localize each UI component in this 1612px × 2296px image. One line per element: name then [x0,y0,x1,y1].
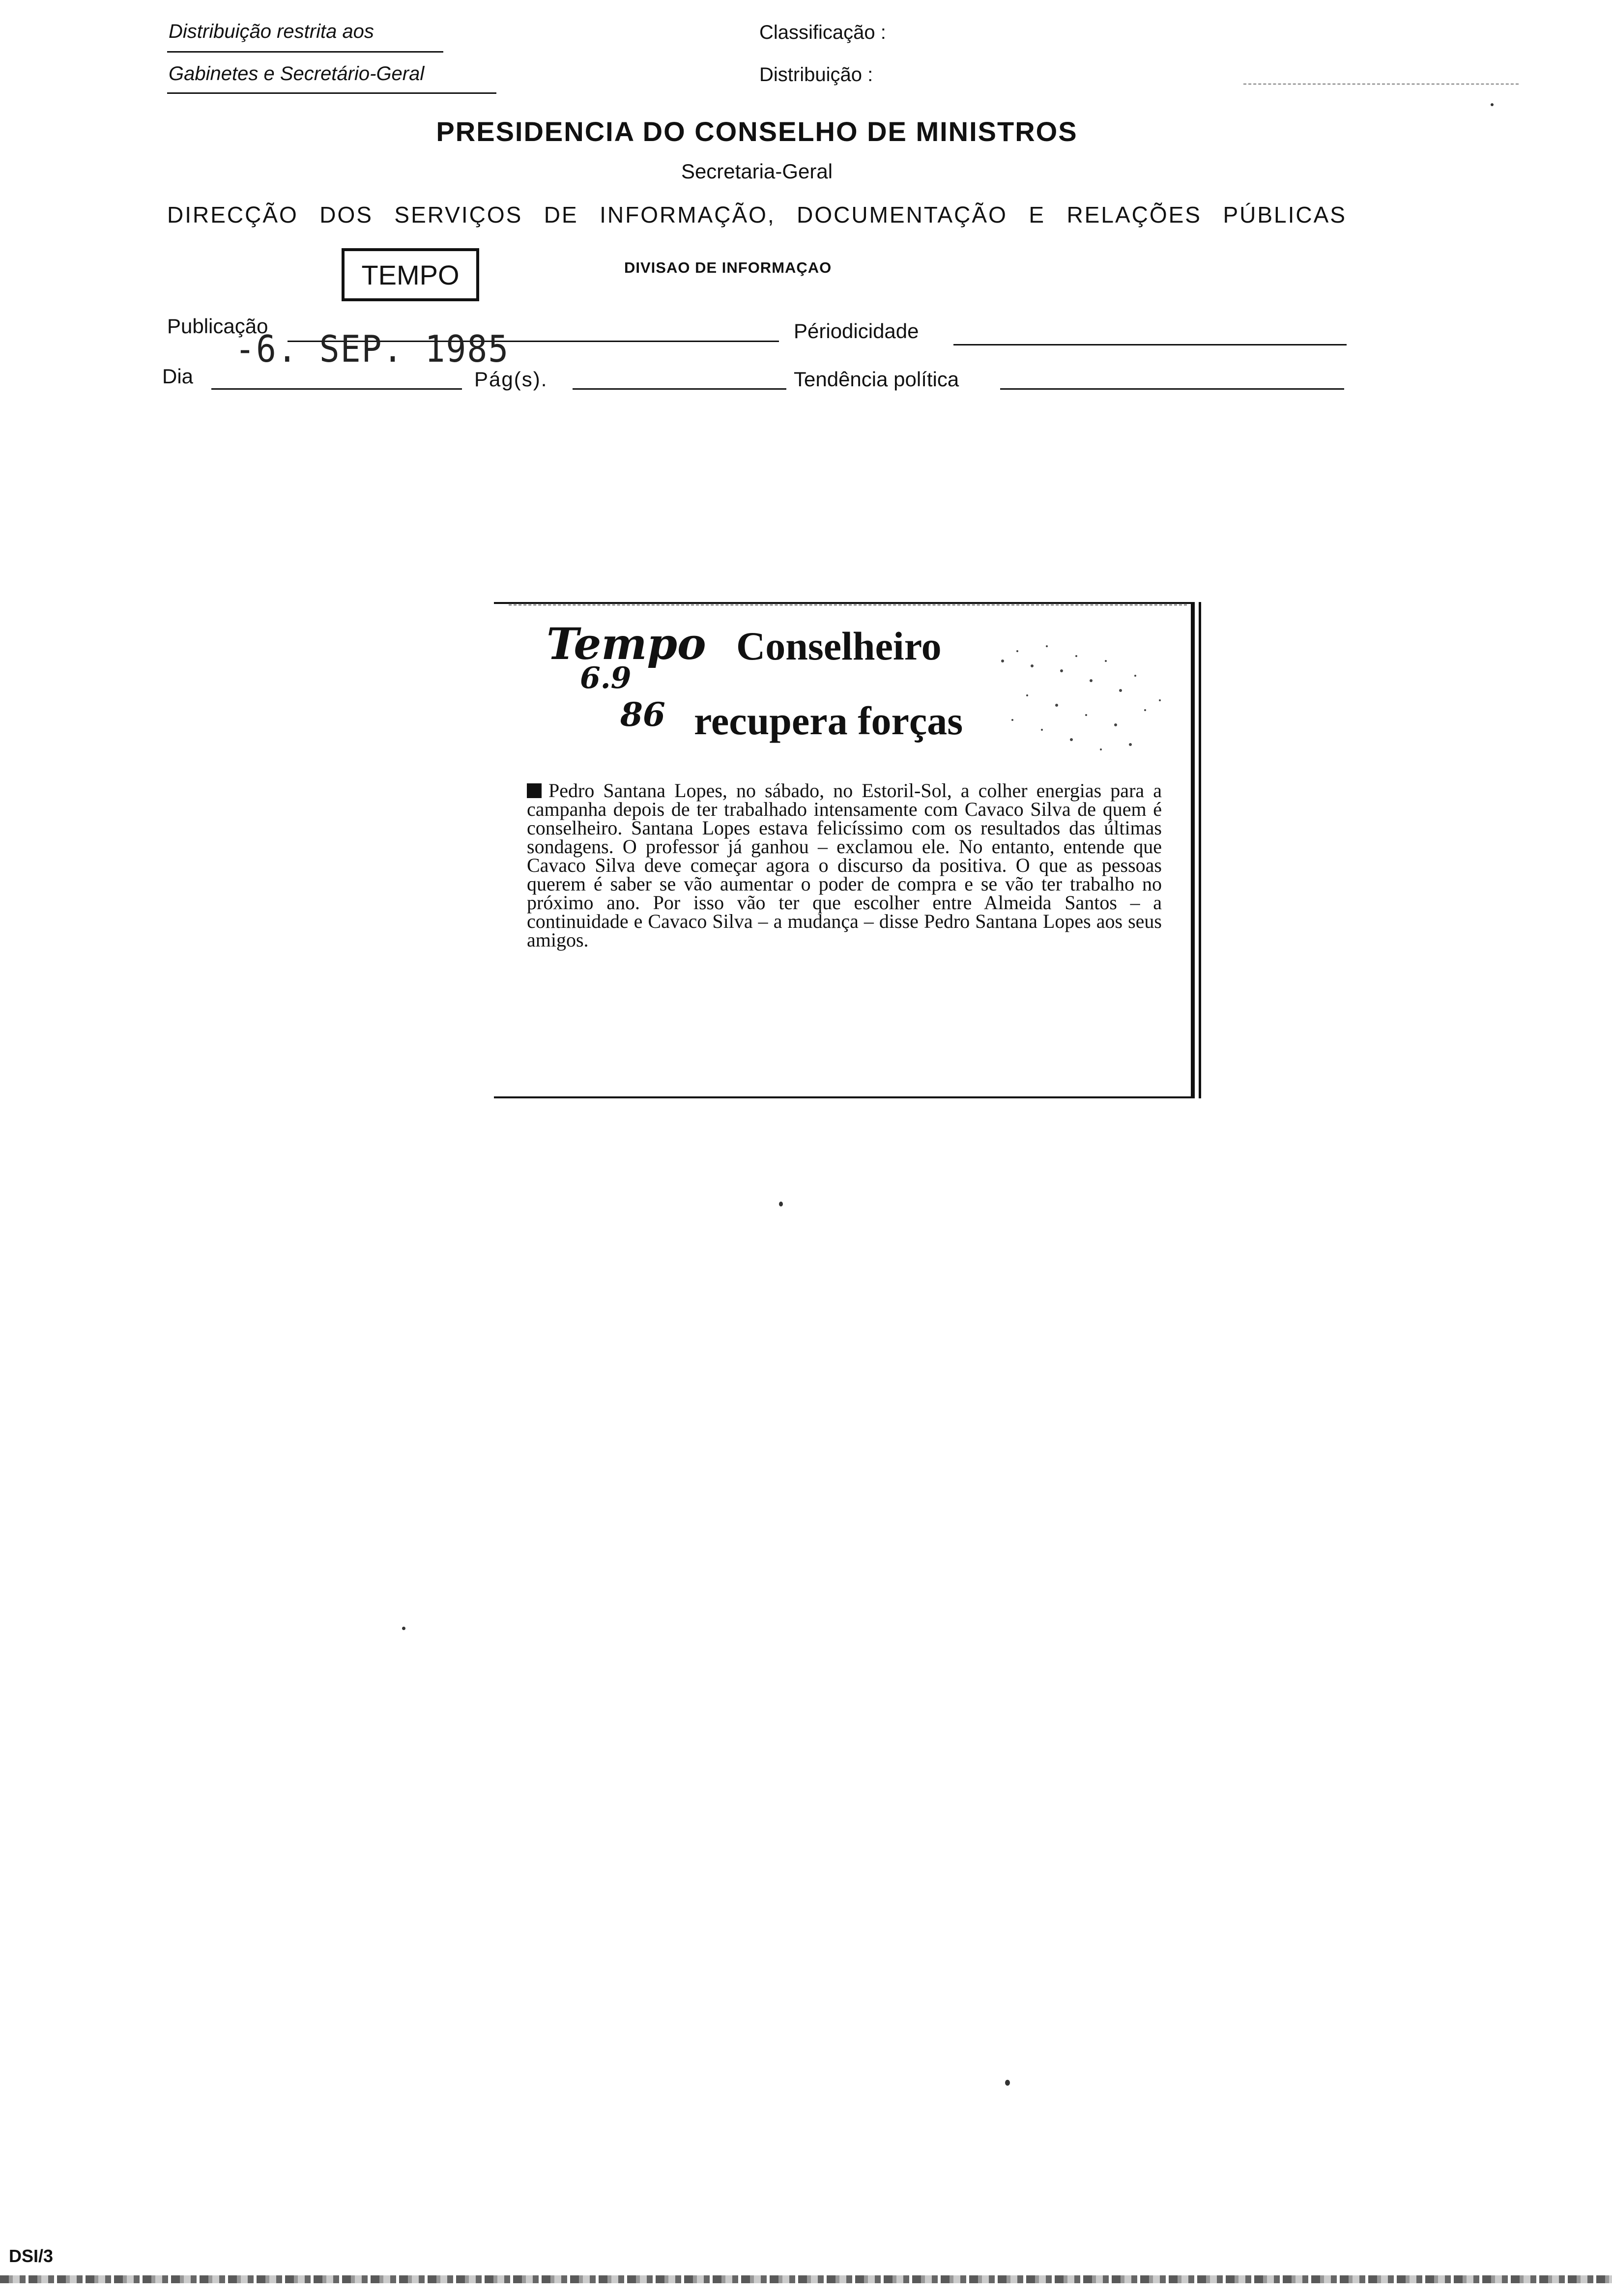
divisao-label: DIVISAO DE INFORMAÇAO [624,259,832,276]
distribuicao-label: Distribuição : [759,64,873,86]
dia-line [211,388,462,390]
publication-stamp-text: TEMPO [361,259,460,290]
distribuicao-line [1243,84,1519,85]
periodicidade-label: Périodicidade [794,319,919,343]
direccao-heading [167,201,1347,228]
article-headline-line-1: Conselheiro [736,624,942,668]
tendencia-line [1000,388,1344,390]
scan-edge-noise [0,2275,1612,2283]
direccao-word: PÚBLICAS [1223,202,1347,228]
scan-speck [779,1202,783,1206]
pags-line [573,388,786,390]
handwritten-date: 6.9 [580,661,632,695]
article-body [527,781,1162,949]
direccao-word: DIRECÇÃO [167,202,298,228]
direccao-word: DOS [319,202,373,228]
clipping-border-right-outer [1199,602,1201,1098]
direccao-word: INFORMAÇÃO, [600,202,776,228]
publicacao-label: Publicação [167,315,268,338]
publication-stamp [342,248,479,301]
direccao-word: E [1029,202,1045,228]
bullet-square-icon [527,783,542,798]
date-stamp: -6. SEP. 1985 [235,328,510,371]
direccao-word: DOCUMENTAÇÃO [797,202,1008,228]
classificacao-label: Classificação : [759,22,886,43]
scan-noise [988,631,1184,779]
distribution-underline-1 [167,51,443,53]
clipping-cut-edge [509,604,1187,605]
distribution-line-1: Distribuição restrita aos [169,21,374,42]
clipping-border-right [1191,602,1195,1098]
pags-label: Pág(s). [474,368,548,391]
distribution-line-2: Gabinetes e Secretário-Geral [169,63,425,85]
direccao-word: RELAÇÕES [1066,202,1202,228]
dia-label: Dia [162,365,194,388]
scan-speck [1491,103,1494,106]
handwritten-source: Tempo [547,618,706,669]
tendencia-label: Tendência política [794,368,959,391]
article-headline-line-2: recupera forças [694,698,963,743]
form-code: DSI/3 [9,2246,54,2266]
scan-speck [402,1627,405,1630]
article-body-text: Pedro Santana Lopes, no sábado, no Estoril-Sol, a colher energias para a campanha depois de ter trabalhado intensamente com Cavaco Silva de quem é conselheiro. Santana Lopes estava felicíssimo com os resultados das últimas sondagens. O professor já ganhou – exclamou ele. No entanto, entende que Cavaco Silva deve começar agora o discurso da positiva. O que as pessoas querem é saber se vão aumentar o poder de compra e se vão ter trabalho no próximo ano. Por isso vão ter que escolher entre Almeida Santos – a continuidade e Cavaco Silva – a mudança – disse Pedro Santana Lopes aos seus amigos. [527,779,1162,951]
page-subtitle: Secretaria-Geral [681,160,833,183]
direccao-word: SERVIÇOS [394,202,523,228]
handwritten-year: 86 [620,695,665,734]
page-title: PRESIDENCIA DO CONSELHO DE MINISTROS [436,116,1078,147]
periodicidade-line [953,344,1347,345]
scan-speck [1005,2080,1010,2086]
distribution-underline-2 [167,92,496,94]
direccao-word: DE [544,202,578,228]
